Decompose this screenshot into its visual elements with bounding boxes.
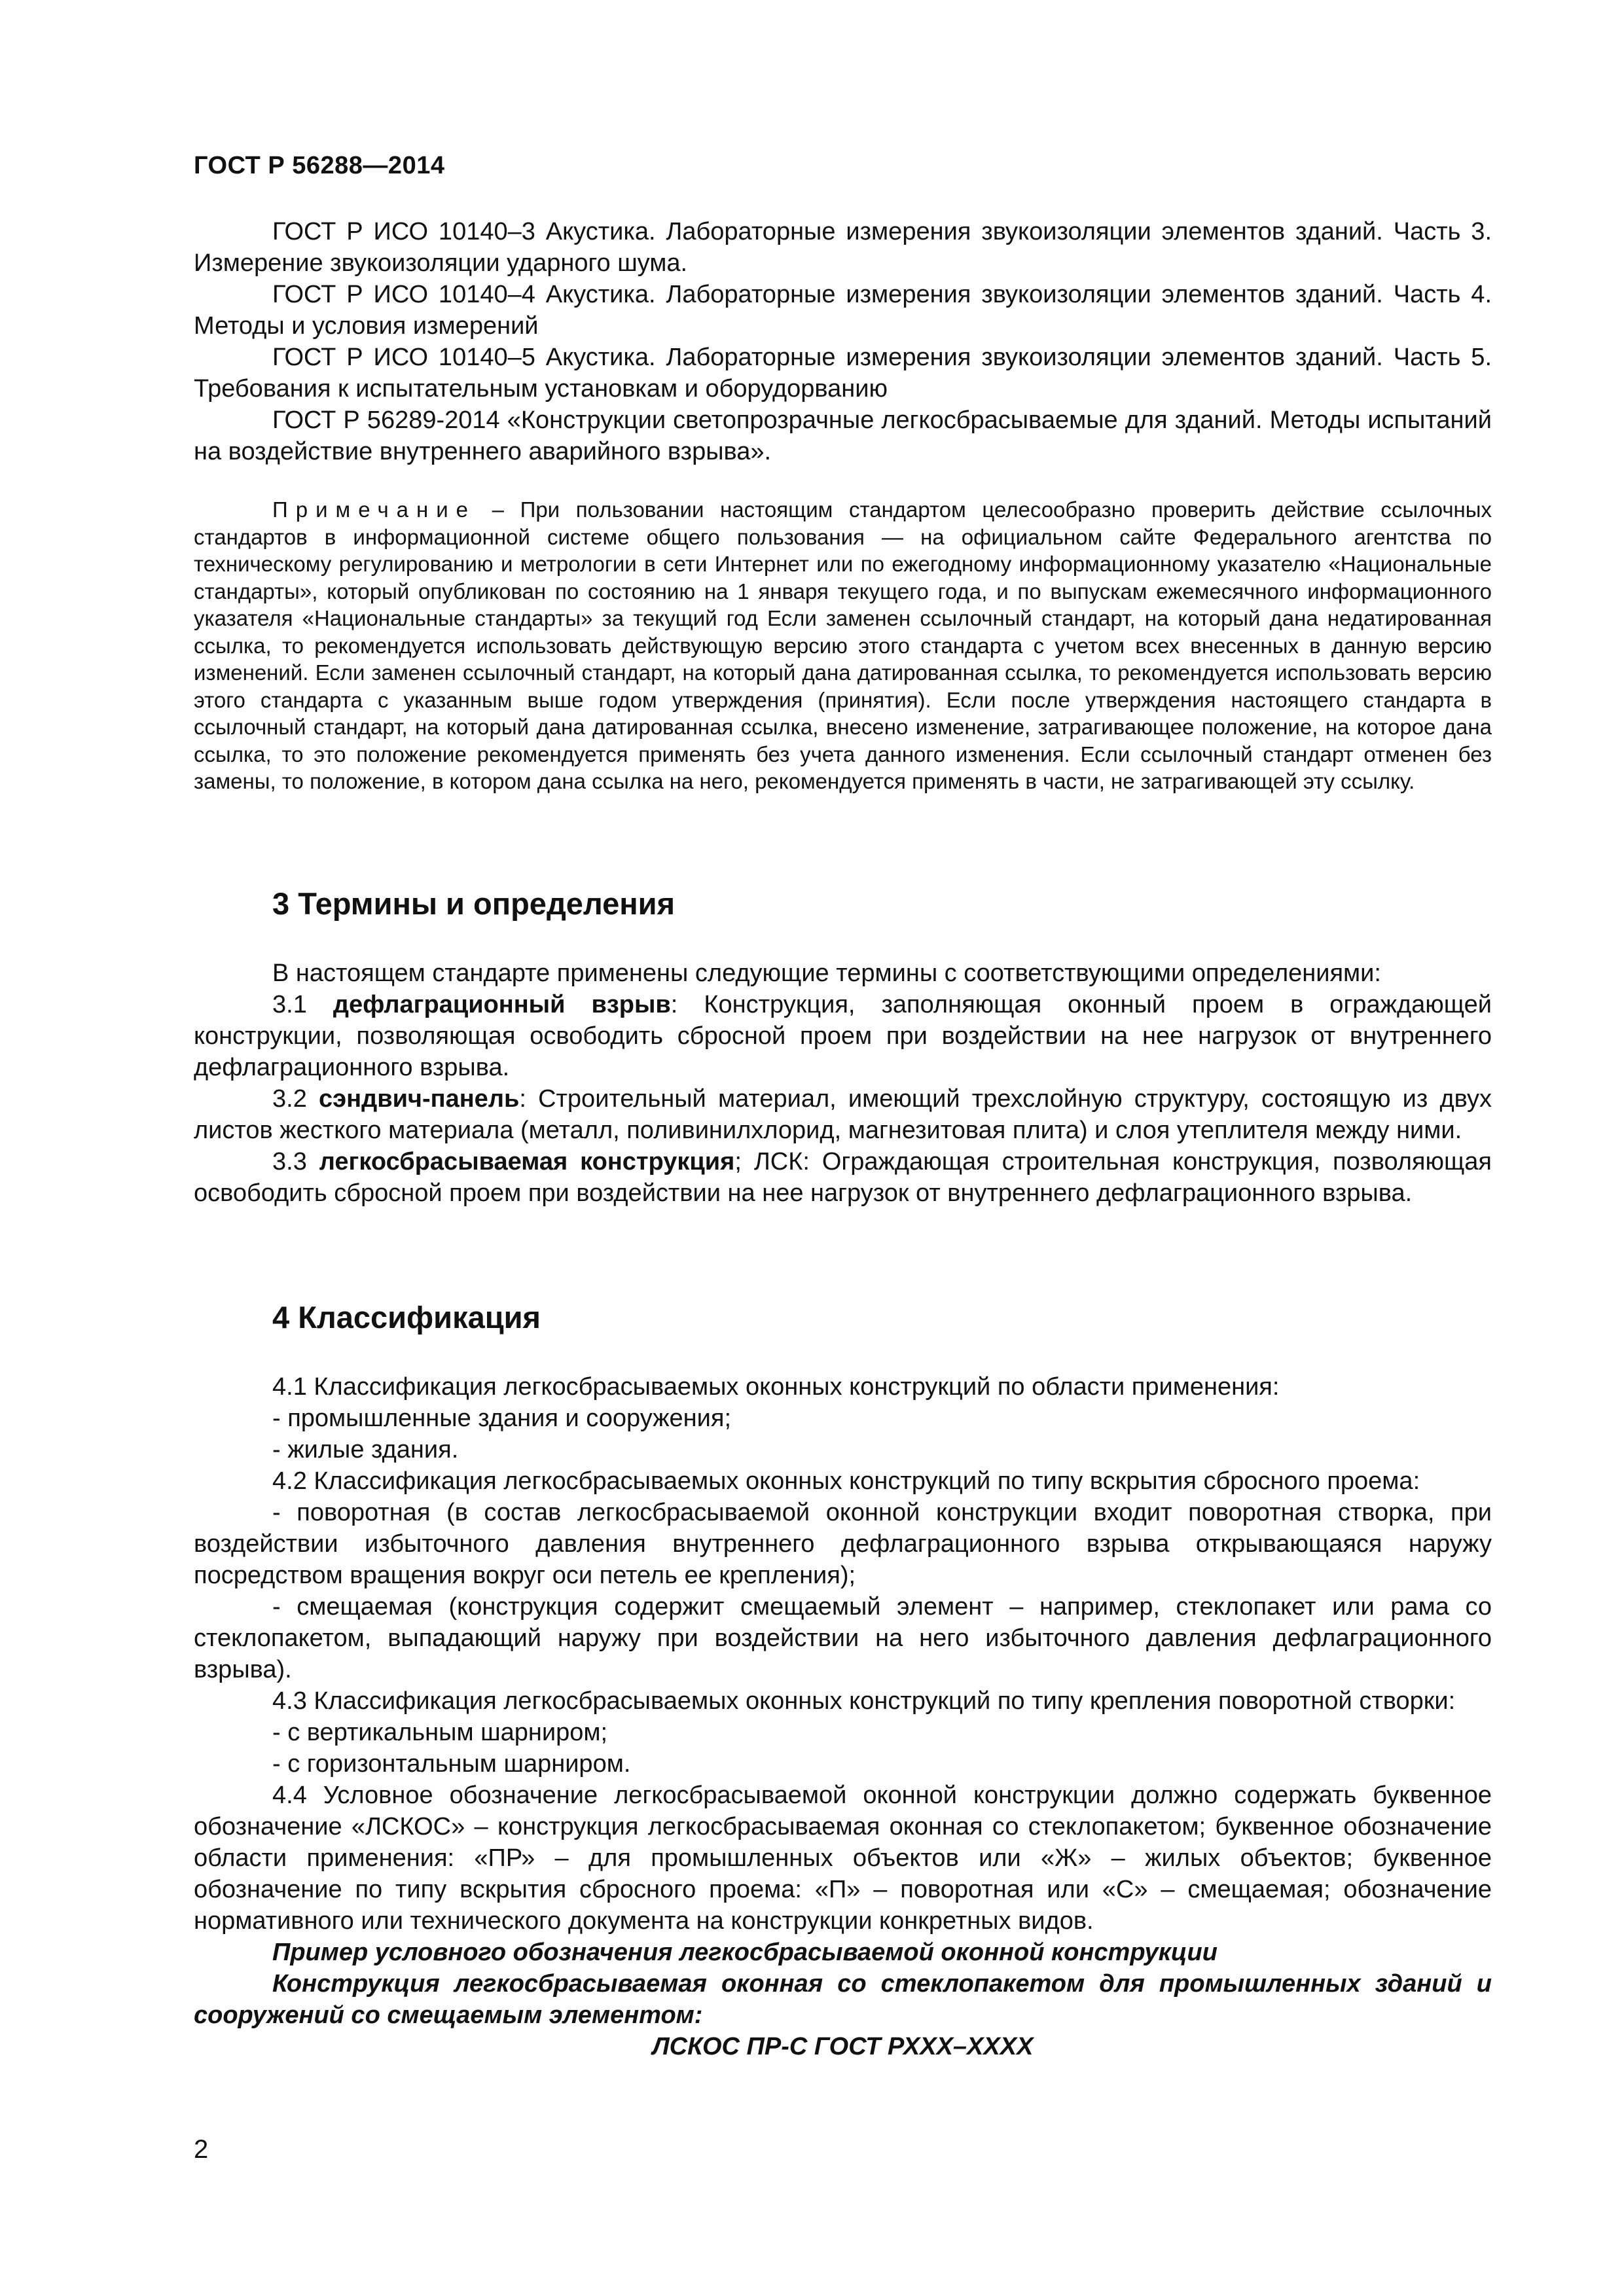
term-name: легкосбрасываемая конструкция	[319, 1148, 735, 1175]
list-item: - с вертикальным шарниром;	[272, 1719, 608, 1746]
references-list	[194, 216, 1492, 467]
note-label: Примечание	[272, 497, 477, 522]
list-item: - смещаемая (конструкция содержит смещаемый элемент – например, стеклопакет или рама со стеклопакетом, выпадающий наружу при воздействии на него избыточного давления дефлаграционного взрыва).	[194, 1593, 1492, 1683]
term-name: сэндвич-панель	[319, 1085, 520, 1113]
reference-item: ГОСТ Р 56289-2014 «Конструкции светопрозрачные легкосбрасываемые для зданий. Методы испытаний на воздействие внутреннего аварийного взрыва».	[194, 406, 1492, 465]
clause-4-3: 4.3 Классификация легкосбрасываемых оконных конструкций по типу крепления поворотной створки:	[272, 1687, 1456, 1715]
note-block	[194, 496, 1492, 795]
document-header: ГОСТ Р 56288—2014	[194, 152, 445, 179]
list-item: - жилые здания.	[272, 1436, 459, 1463]
list-item: - промышленные здания и сооружения;	[272, 1405, 732, 1432]
section-3-body	[194, 958, 1492, 1209]
section-4-body	[194, 1371, 1492, 2062]
clause-4-1: 4.1 Классификация легкосбрасываемых оконных конструкций по области применения:	[272, 1373, 1280, 1401]
section-3-title: 3 Термины и определения	[272, 886, 675, 921]
example-code: ЛСКОС ПР-С ГОСТ РХХХ–ХХХХ	[652, 2033, 1034, 2060]
reference-item: ГОСТ Р ИСО 10140–5 Акустика. Лабораторные измерения звукоизоляции элементов зданий. Часть 5. Требования к испытательным установкам и оборудорванию	[194, 344, 1492, 403]
page-number: 2	[194, 2135, 209, 2164]
term-definition: 3.2 сэндвич-панель: Строительный материал, имеющий трехслойную структуру, состоящую из двух листов жесткого материала (металл, поливинилхлорид, магнезитовая плита) и слоя утеплителя между ними.	[194, 1085, 1492, 1144]
clause-4-4: 4.4 Условное обозначение легкосбрасываемой оконной конструкции должно содержать буквенное обозначение «ЛСКОС» – конструкция легкосбрасываемая оконная со стеклопакетом; буквенное обозначение области применения: «ПР» – для промышленных объектов или «Ж» – жилых объектов; буквенное обозначение по типу вскрытия сбросного проема: «П» – поворотная или «С» – смещаемая; обозначение нормативного или технического документа на конструкции конкретных видов.	[194, 1782, 1492, 1935]
term-definition: 3.1 дефлаграционный взрыв: Конструкция, заполняющая оконный проем в ограждающей конструкции, позволяющая освободить сбросной проем при воздействии на нее нагрузок от внутреннего дефлаграционного взрыва.	[194, 991, 1492, 1081]
clause-4-2: 4.2 Классификация легкосбрасываемых оконных конструкций по типу вскрытия сбросного проема:	[272, 1467, 1420, 1495]
note-text: – При пользовании настоящим стандартом целесообразно проверить действие ссылочных стандартов в информационной системе общего пользования — на официальном сайте Федерального агентства по техническому регулированию и метрологии в сети Интернет или по ежегодному информационному указателю «Национальные стандарты», который опубликован по состоянию на 1 января текущего года, и по выпускам ежемесячного информационного указателя «Национальные стандарты» за текущий год Если заменен ссылочный стандарт, на который дана недатированная ссылка, то рекомендуется использовать действующую версию этого стандарта с учетом всех внесенных в данную версию изменений. Если заменен ссылочный стандарт, на который дана датированная ссылка, то рекомендуется использовать версию этого стандарта с указанным выше годом утверждения (принятия). Если после утверждения настоящего стандарта в ссылочный стандарт, на который дана датированная ссылка, внесено изменение, затрагивающее положение, на которое дана ссылка, то это положение рекомендуется применять без учета данного изменения. Если ссылочный стандарт отменен без замены, то положение, в котором дана ссылка на него, рекомендуется применять в части, не затрагивающей эту ссылку.	[194, 497, 1492, 793]
list-item: - поворотная (в состав легкосбрасываемой оконной конструкции входит поворотная створка, при воздействии избыточного давления внутреннего дефлаграционного взрыва открывающаяся наружу посредством вращения вокруг оси петель ее крепления);	[194, 1499, 1492, 1589]
example-title: Пример условного обозначения легкосбрасываемой оконной конструкции	[272, 1939, 1218, 1966]
term-name: дефлаграционный взрыв	[333, 991, 671, 1018]
section-3-intro: В настоящем стандарте применены следующие термины с соответствующими определениями:	[272, 960, 1381, 987]
reference-item: ГОСТ Р ИСО 10140–4 Акустика. Лабораторные измерения звукоизоляции элементов зданий. Часть 4. Методы и условия измерений	[194, 281, 1492, 340]
reference-item: ГОСТ Р ИСО 10140–3 Акустика. Лабораторные измерения звукоизоляции элементов зданий. Часть 3. Измерение звукоизоляции ударного шума.	[194, 218, 1492, 277]
section-4-title: 4 Классификация	[272, 1300, 541, 1335]
term-definition: 3.3 легкосбрасываемая конструкция; ЛСК: Ограждающая строительная конструкция, позволяющая освободить сбросной проем при воздействии на нее нагрузок от внутреннего дефлаграционного взрыва.	[194, 1148, 1492, 1207]
list-item: - с горизонтальным шарниром.	[272, 1750, 631, 1778]
example-text: Конструкция легкосбрасываемая оконная со стеклопакетом для промышленных зданий и сооружений со смещаемым элементом:	[194, 1970, 1492, 2029]
